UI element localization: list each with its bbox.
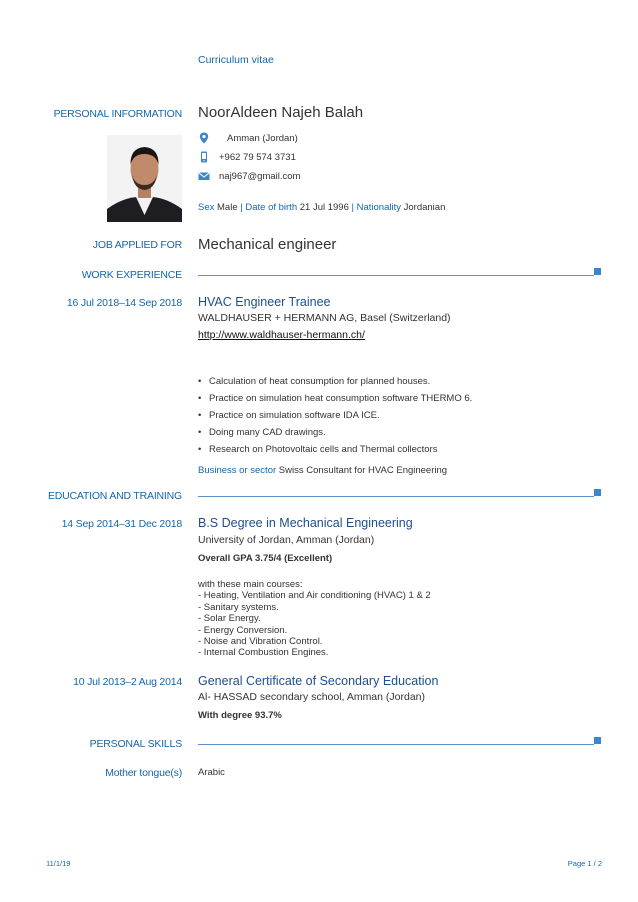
nationality-label: Nationality xyxy=(356,202,401,213)
course-item: - Noise and Vibration Control. xyxy=(198,636,323,648)
institution: University of Jordan, Amman (Jordan) xyxy=(198,534,375,546)
grade: With degree 93.7% xyxy=(198,710,282,721)
education-label: EDUCATION AND TRAINING xyxy=(47,490,182,502)
contact-phone xyxy=(198,151,296,163)
profile-photo xyxy=(107,135,182,222)
profile-photo-image xyxy=(107,135,182,222)
business-sector xyxy=(198,465,447,476)
course-item: - Internal Combustion Engines. xyxy=(198,647,329,659)
phone-text[interactable]: +962 79 574 3731 xyxy=(219,151,296,163)
sex-value: Male xyxy=(217,202,238,213)
contact-location xyxy=(198,132,298,144)
personal-skills-label: PERSONAL SKILLS xyxy=(89,738,182,750)
section-divider xyxy=(198,275,594,276)
list-item: • Doing many CAD drawings. xyxy=(198,427,326,438)
courses-intro: with these main courses: xyxy=(198,579,303,590)
contact-email xyxy=(198,170,300,182)
degree-title: B.S Degree in Mechanical Engineering xyxy=(198,516,413,530)
education-dates: 10 Jul 2013–2 Aug 2014 xyxy=(73,676,182,688)
work-employer-url xyxy=(198,325,365,343)
course-item: - Solar Energy. xyxy=(198,613,261,625)
nationality-value: Jordanian xyxy=(403,202,446,213)
course-item: - Sanitary systems. xyxy=(198,601,279,613)
location-pin-icon xyxy=(198,132,210,144)
footer-date: 11/1/19 xyxy=(46,859,71,868)
courses-block xyxy=(198,579,431,659)
education-dates: 14 Sep 2014–31 Dec 2018 xyxy=(61,518,182,530)
mother-tongue-label: Mother tongue(s) xyxy=(105,767,182,779)
list-item: • Practice on simulation heat consumption software THERMO 6. xyxy=(198,393,473,404)
list-item: • Calculation of heat consumption for planned houses. xyxy=(198,376,431,387)
employer-website-link[interactable]: http://www.waldhauser-hermann.ch/ xyxy=(198,329,365,341)
work-experience-label: WORK EXPERIENCE xyxy=(81,269,182,281)
dob-value: 21 Jul 1996 xyxy=(299,202,349,213)
document-title: Curriculum vitae xyxy=(198,54,274,66)
work-position-title: HVAC Engineer Trainee xyxy=(198,295,331,309)
section-marker-icon xyxy=(594,268,601,275)
work-employer: WALDHAUSER + HERMANN AG, Basel (Switzerland) xyxy=(198,312,451,324)
section-divider xyxy=(198,496,594,497)
personal-details xyxy=(198,202,445,213)
job-title: Mechanical engineer xyxy=(198,236,337,253)
separator: | xyxy=(351,202,354,213)
course-item: - Energy Conversion. xyxy=(198,624,288,636)
grade: Overall GPA 3.75/4 (Excellent) xyxy=(198,553,333,564)
mother-tongue-value: Arabic xyxy=(198,767,225,778)
personal-information-label: PERSONAL INFORMATION xyxy=(53,108,182,120)
applicant-name: NoorAldeen Najeh Balah xyxy=(198,104,364,121)
certificate-title: General Certificate of Secondary Education xyxy=(198,674,439,688)
dob-label: Date of birth xyxy=(245,202,298,213)
sector-label: Business or sector xyxy=(198,465,277,476)
section-divider xyxy=(198,744,594,745)
list-item: • Research on Photovoltaic cells and Thermal collectors xyxy=(198,444,438,455)
list-item: • Practice on simulation software IDA ICE. xyxy=(198,410,380,421)
work-dates: 16 Jul 2018–14 Sep 2018 xyxy=(66,297,182,309)
envelope-icon xyxy=(198,170,210,182)
institution: Al- HASSAD secondary school, Amman (Jordan) xyxy=(198,691,426,703)
section-marker-icon xyxy=(594,489,601,496)
footer-page-number: Page 1 / 2 xyxy=(567,859,602,868)
location-text: Amman (Jordan) xyxy=(227,132,298,144)
email-text[interactable]: naj967@gmail.com xyxy=(219,170,301,182)
phone-icon xyxy=(198,151,210,163)
job-applied-label: JOB APPLIED FOR xyxy=(92,239,182,251)
separator: | xyxy=(240,202,243,213)
section-marker-icon xyxy=(594,737,601,744)
sector-value: Swiss Consultant for HVAC Engineering xyxy=(278,465,448,476)
course-item: - Heating, Ventilation and Air conditioning (HVAC) 1 & 2 xyxy=(198,590,431,602)
sex-label: Sex xyxy=(198,202,215,213)
